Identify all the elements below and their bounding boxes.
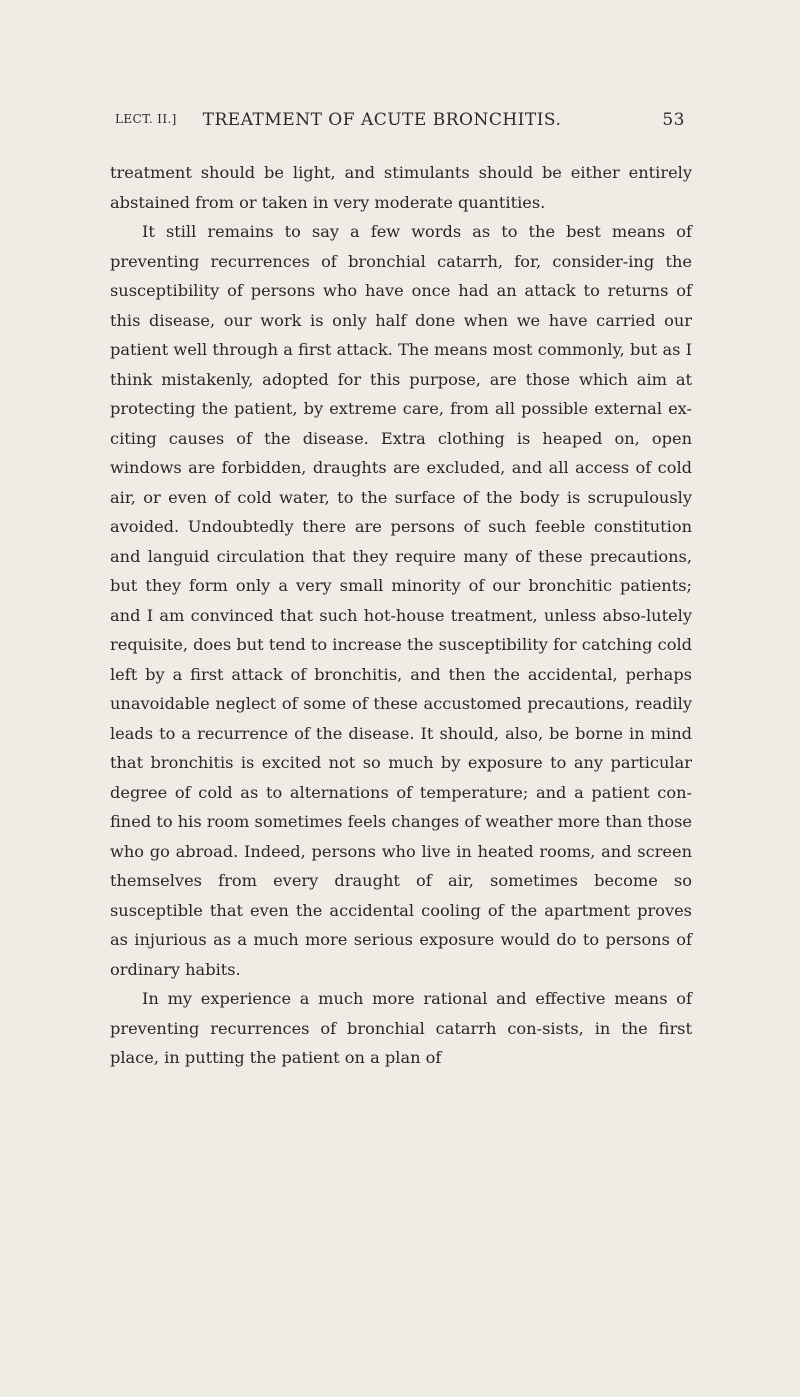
body-text bbox=[110, 158, 692, 1073]
lecture-reference: LECT. II.] bbox=[115, 112, 177, 126]
page-number: 53 bbox=[662, 110, 685, 130]
chapter-title: TREATMENT OF ACUTE BRONCHITIS. bbox=[202, 110, 562, 130]
paragraph-continuation: treatment should be light, and stimulants should be either entirely abstained from or taken in very moderate quantities. bbox=[110, 163, 692, 212]
paragraph-experience: In my experience a much more rational and effective means of preventing recurrences of bronchial catarrh con-sists, in the first place, in putting the patient on a plan of bbox=[110, 989, 692, 1067]
running-head bbox=[115, 110, 685, 136]
paragraph-prevention: It still remains to say a few words as to the best means of preventing recurrences of bronchial catarrh, for, consider-ing the susceptibility of persons who have once had an attack to returns of this disease, our work is only half done when we have carried our patient well through a first attack. The means most commonly, but as I think mistakenly, adopted for this purpose, are those which aim at protecting the patient, by extreme care, from all possible external ex-citing causes of the disease. Extra clothing is heaped on, open windows are forbidden, draughts are excluded, and all access of cold air, or even of cold water, to the surface of the body is scrupulously avoided. Undoubtedly there are persons of such feeble constitution and languid circulation that they require many of these precautions, but they form only a very small minority of our bronchitic patients; and I am convinced that such hot-house treatment, unless abso-lutely requisite, does but tend to increase the susceptibility for catching cold left by a first attack of bronchitis, and then the accidental, perhaps unavoidable neglect of some of these accustomed precautions, readily leads to a recurrence of the disease. It should, also, be borne in mind that bronchitis is excited not so much by exposure to any particular degree of cold as to alternations of temperature; and a patient con-fined to his room sometimes feels changes of weather more than those who go abroad. Indeed, persons who live in heated rooms, and screen themselves from every draught of air, sometimes become so susceptible that even the accidental cooling of the apartment proves as injurious as a much more serious exposure would do to persons of ordinary habits. bbox=[110, 222, 692, 979]
